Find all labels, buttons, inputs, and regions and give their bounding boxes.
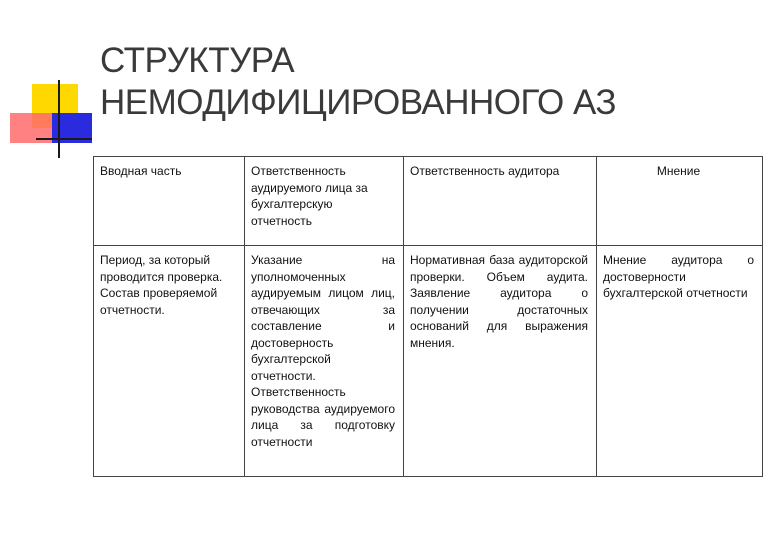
header-cell-opinion: Мнение bbox=[597, 157, 763, 246]
slide-title-line-1: СТРУКТУРА bbox=[100, 41, 295, 80]
slide-title-line-2: НЕМОДИФИЦИРОВАННОГО АЗ bbox=[100, 83, 617, 122]
body-cell-auditee-responsibility: Указание на уполномоченных аудируемым лицом лиц, отвечающих за составление и достоверность бухгалтерской отчетности. Ответственность руководства аудируемого лица за подготовку отчетности bbox=[245, 246, 404, 477]
decor-vertical-line bbox=[58, 80, 60, 158]
body-cell-auditor-responsibility: Нормативная база аудиторской проверки. Объем аудита. Заявление аудитора о получении достаточных оснований для выражения мнения. bbox=[404, 246, 597, 477]
slide-title bbox=[100, 40, 616, 124]
table-row bbox=[94, 246, 763, 477]
body-cell-opinion: Мнение аудитора о достоверности бухгалтерской отчетности bbox=[597, 246, 763, 477]
table-header-row bbox=[94, 157, 763, 246]
structure-table bbox=[93, 156, 763, 477]
header-cell-auditor-responsibility: Ответственность аудитора bbox=[404, 157, 597, 246]
header-cell-intro: Вводная часть bbox=[94, 157, 245, 246]
decor-horizontal-line bbox=[36, 138, 92, 140]
structure-table-container bbox=[93, 156, 763, 477]
header-cell-auditee-responsibility: Ответственность аудируемого лица за бухгалтерскую отчетность bbox=[245, 157, 404, 246]
body-cell-intro: Период, за который проводится проверка. Состав проверяемой отчетности. bbox=[94, 246, 245, 477]
